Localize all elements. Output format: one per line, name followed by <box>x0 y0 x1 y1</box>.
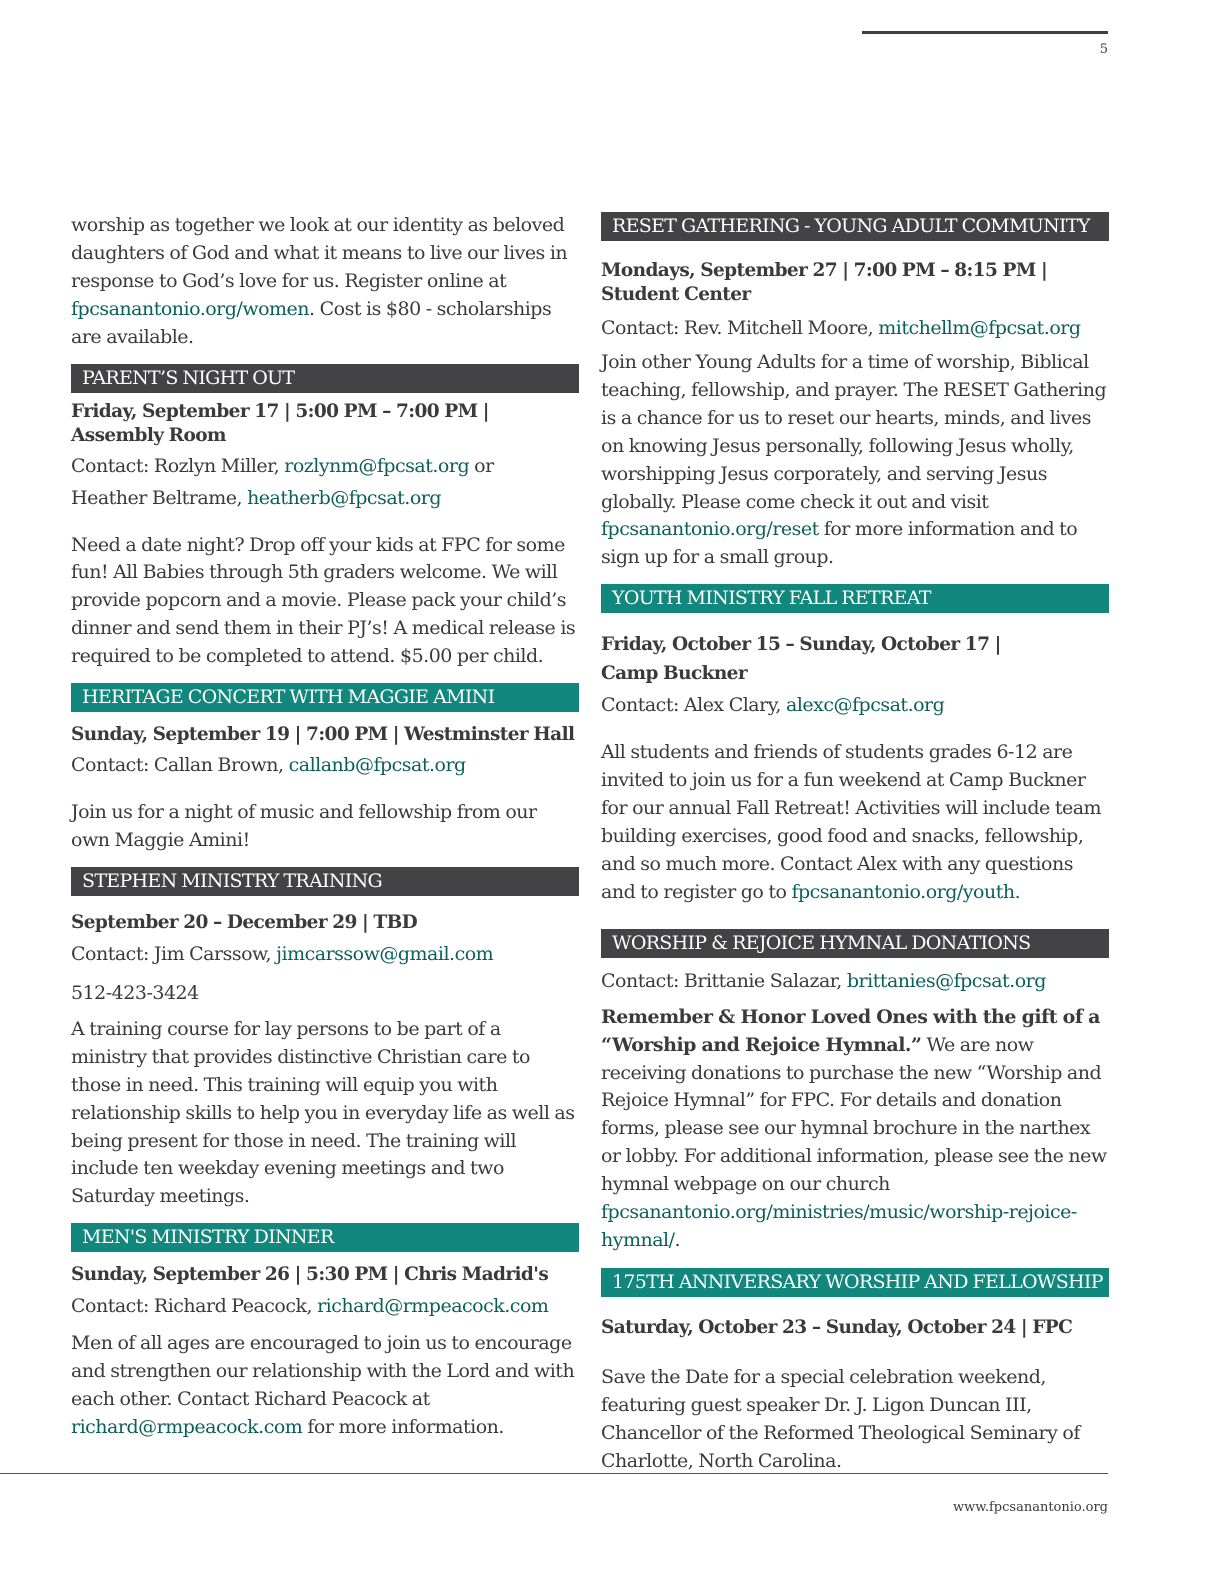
mens-contact <box>71 1290 579 1322</box>
contact-or: or <box>469 454 494 477</box>
heritage-contact <box>71 749 579 781</box>
stephen-phone: 512-423-3424 <box>71 981 199 1004</box>
right-column <box>601 212 1109 1475</box>
footer-url[interactable]: www.fpcsanantonio.org <box>953 1500 1108 1515</box>
anniversary-header: 175TH ANNIVERSARY WORSHIP AND FELLOWSHIP <box>601 1268 1109 1297</box>
contact-label: Contact: Jim Carssow, <box>71 942 277 965</box>
parents-night-contact <box>71 450 579 482</box>
hymnal-body-text: We are now receiving donations to purchase the new “Worship and Rejoice Hymnal” for FPC. For details and donation forms, please see our hymnal brochure in the narthex or lobby. For additional information, please see the new hymnal webpage on our church <box>601 1033 1107 1196</box>
reset-contact <box>601 312 1109 344</box>
women-link[interactable]: fpcsanantonio.org/women <box>71 297 310 320</box>
stephen-body: A training course for lay persons to be part of a ministry that provides distinctive Christian care to those in need. This training will equip you with relationship skills to help you in everyday life as well as being present for those in need. The training will include ten weekday evening meetings and two Saturday meetings. <box>71 1017 575 1208</box>
hymnal-body-end: . <box>674 1228 681 1251</box>
left-column <box>71 212 579 1442</box>
hymnal-body-bold: Remember & Honor Loved Ones with the gift of a “Worship and Rejoice Hymnal.” <box>601 1005 1100 1056</box>
youth-body <box>601 739 1109 906</box>
richard-email-link[interactable]: richard@rmpeacock.com <box>317 1295 549 1318</box>
top-rule <box>862 31 1108 34</box>
rozlyn-email-link[interactable]: rozlynm@fpcsat.org <box>284 454 470 477</box>
reset-body-end: for more information and to sign up for a small group. <box>601 518 1078 569</box>
contact-label: Contact: Brittanie Salazar, <box>601 969 847 992</box>
stephen-when: September 20 – December 29 | TBD <box>71 911 418 933</box>
richard-email-body-link[interactable]: richard@rmpeacock.com <box>71 1415 303 1438</box>
brittanie-email-link[interactable]: brittanies@fpcsat.org <box>846 969 1046 992</box>
youth-when-line1: Friday, October 15 – Sunday, October 17 | <box>601 634 1001 656</box>
contact-label: Heather Beltrame, <box>71 486 248 509</box>
heritage-when: Sunday, September 19 | 7:00 PM | Westminster Hall <box>71 724 575 746</box>
contact-label: Contact: Callan Brown, <box>71 754 289 777</box>
mens-when: Sunday, September 26 | 5:30 PM | Chris Madrid's <box>71 1264 549 1286</box>
intro-text-end: . Cost is $80 - scholarships are available. <box>71 297 552 348</box>
reset-when: Mondays, September 27 | 7:00 PM – 8:15 PM | Student Center <box>601 260 1048 305</box>
reset-body-text: Join other Young Adults for a time of worship, Biblical teaching, fellowship, and prayer. The RESET Gathering is a chance for us to reset our hearts, minds, and lives on knowing Jesus personally, following Jesus wholly, worshipping Jesus corporately, and serving Jesus globally. Please come check it out and visit <box>601 351 1107 513</box>
parents-night-contact-2 <box>71 482 579 514</box>
bottom-rule <box>0 1473 1108 1474</box>
mitchell-email-link[interactable]: mitchellm@fpcsat.org <box>878 317 1081 339</box>
reset-body <box>601 349 1109 572</box>
jim-email-link[interactable]: jimcarssow@gmail.com <box>276 942 494 965</box>
anniversary-when: Saturday, October 23 – Sunday, October 24 | FPC <box>601 1316 1073 1338</box>
alex-email-link[interactable]: alexc@fpcsat.org <box>786 694 945 717</box>
reset-header: RESET GATHERING - YOUNG ADULT COMMUNITY <box>601 212 1109 241</box>
hymnal-header: WORSHIP & REJOICE HYMNAL DONATIONS <box>601 929 1109 958</box>
mens-header: MEN'S MINISTRY DINNER <box>71 1223 579 1252</box>
youth-when-line2: Camp Buckner <box>601 663 747 685</box>
reset-link[interactable]: fpcsanantonio.org/reset <box>601 518 819 541</box>
heritage-header: HERITAGE CONCERT WITH MAGGIE AMINI <box>71 683 579 712</box>
hymnal-link[interactable]: fpcsanantonio.org/ministries/music/worship-rejoice-hymnal/ <box>601 1201 1077 1251</box>
contact-label: Contact: Rozlyn Miller, <box>71 454 285 477</box>
parents-night-body: Need a date night? Drop off your kids at FPC for some fun! All Babies through 5th graders welcome. We will provide popcorn and a movie. Please pack your child’s dinner and send them in their PJ’s! A medical release is required to be completed to attend. $5.00 per child. <box>71 533 576 668</box>
hymnal-contact <box>601 965 1109 997</box>
mens-body <box>71 1330 579 1442</box>
anniversary-body: Save the Date for a special celebration weekend, featuring guest speaker Dr. J. Ligon Duncan III, Chancellor of the Reformed Theological Seminary of Charlotte, North Carolina. <box>601 1365 1080 1472</box>
callan-email-link[interactable]: callanb@fpcsat.org <box>288 754 466 777</box>
youth-link[interactable]: fpcsanantonio.org/youth. <box>791 880 1021 903</box>
heritage-body: Join us for a night of music and fellowship from our own Maggie Amini! <box>71 801 537 851</box>
contact-label: Contact: Richard Peacock, <box>71 1295 318 1318</box>
contact-label: Contact: Alex Clary, <box>601 694 787 717</box>
intro-paragraph <box>71 212 579 352</box>
youth-when <box>601 630 1109 688</box>
mens-body-end: for more information. <box>302 1415 504 1438</box>
intro-text: worship as together we look at our identity as beloved daughters of God and what it means to live our lives in response to God’s love for us. Register online at <box>71 214 568 292</box>
contact-label: Contact: Rev. Mitchell Moore, <box>601 317 879 339</box>
youth-body-text: All students and friends of students grades 6-12 are invited to join us for a fun weekend at Camp Buckner for our annual Fall Retreat! Activities will include team building exercises, good food and snacks, fellowship, and so much more. Contact Alex with any questions and to register go to <box>601 741 1102 903</box>
stephen-header: STEPHEN MINISTRY TRAINING <box>71 867 579 896</box>
page-number: 5 <box>1099 42 1108 57</box>
parents-night-when: Friday, September 17 | 5:00 PM – 7:00 PM | Assembly Room <box>71 400 489 446</box>
heather-email-link[interactable]: heatherb@fpcsat.org <box>247 486 442 509</box>
hymnal-body <box>601 1004 1109 1255</box>
youth-header: YOUTH MINISTRY FALL RETREAT <box>601 584 1109 613</box>
stephen-contact <box>71 938 579 970</box>
youth-contact <box>601 689 1109 721</box>
parents-night-header: PARENT’S NIGHT OUT <box>71 364 579 393</box>
mens-body-text: Men of all ages are encouraged to join us to encourage and strengthen our relationship with the Lord and with each other. Contact Richard Peacock at <box>71 1332 575 1411</box>
